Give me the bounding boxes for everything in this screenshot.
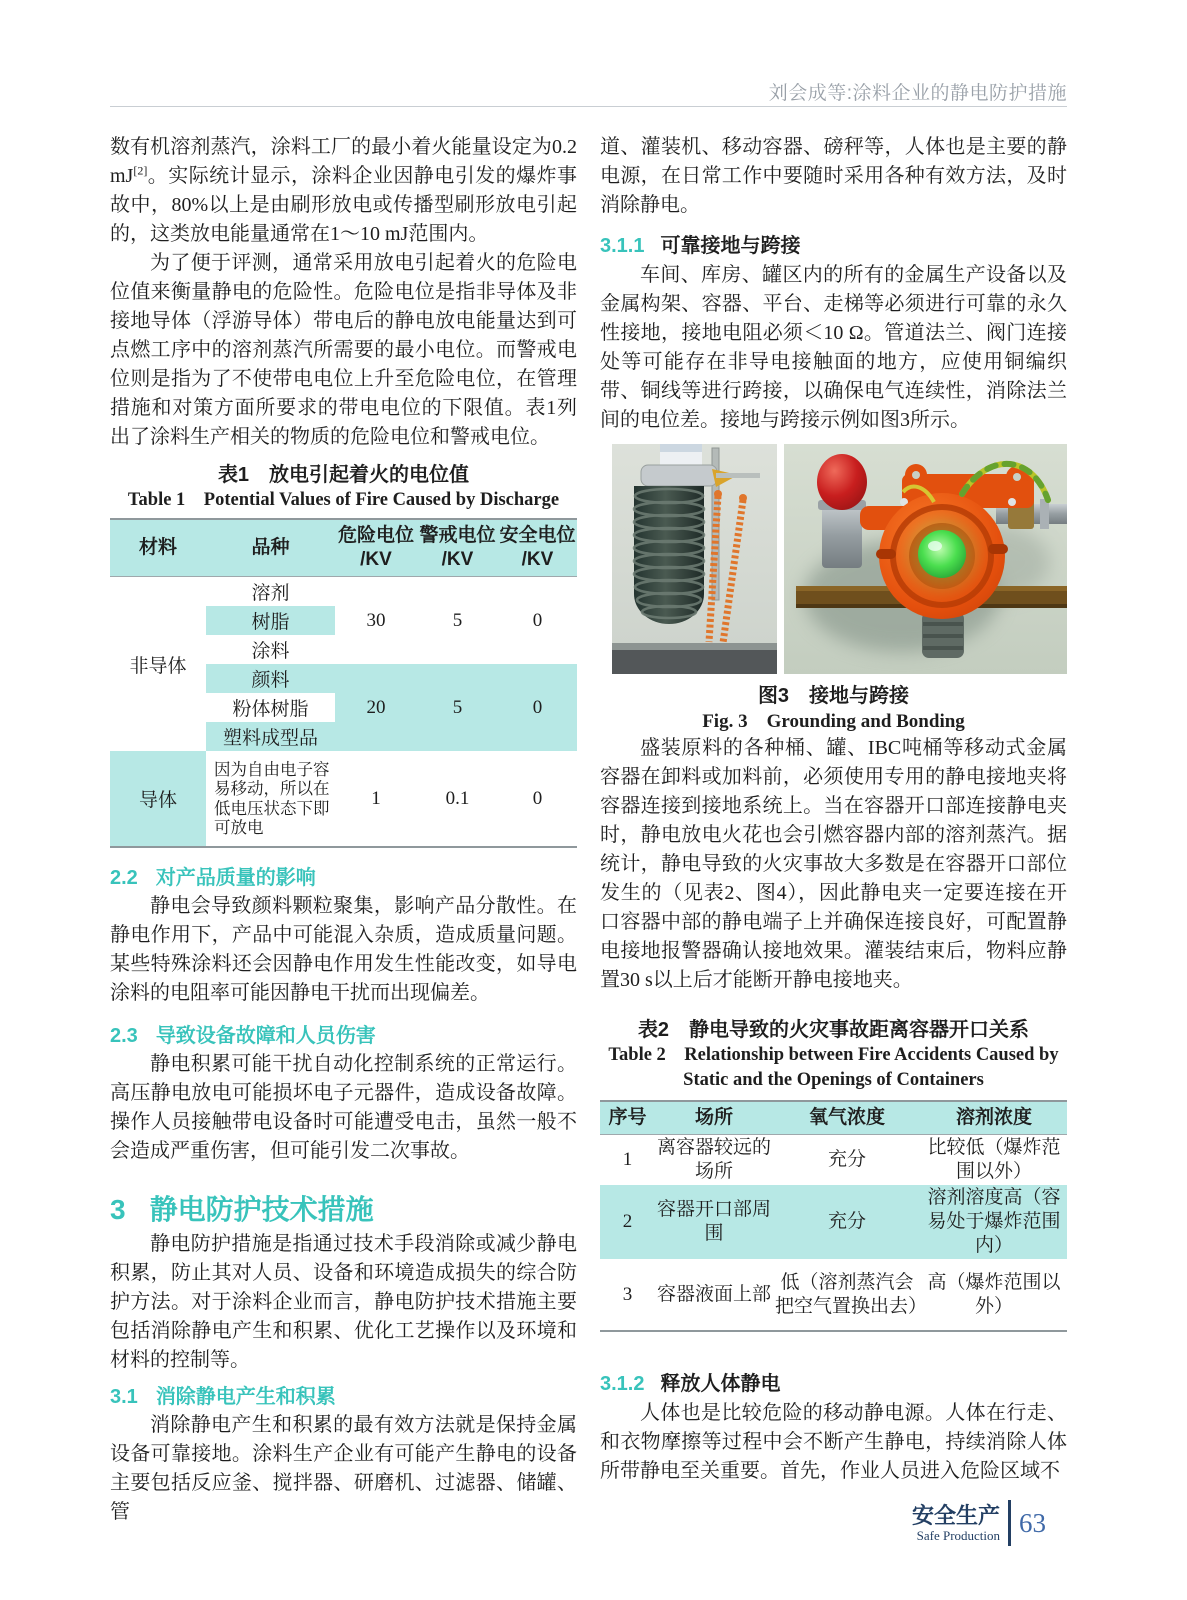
table-cell-no: 3 (622, 1283, 633, 1305)
paragraph: 道、灌装机、移动容器、磅秤等，人体也是主要的静电源，在日常工作中要随时采用各种有效方法，及时消除静电。 (600, 136, 1067, 216)
table2-header-row (600, 1101, 1067, 1135)
table1-header-row (110, 519, 577, 577)
table-cell-value: 0 (532, 609, 543, 631)
table1-header-danger: 危险电位 /KV (335, 519, 417, 577)
table-row (110, 751, 577, 847)
table-cell-place: 离容器较远的场所 (657, 1137, 772, 1182)
figure3-photo-duct-grounding (612, 444, 777, 674)
section-heading-3-1-1: 3.1.1 可靠接地与跨接 (600, 235, 801, 257)
table-cell-material: 导体 (110, 751, 206, 847)
section-heading-3-1-2: 3.1.2 释放人体静电 (600, 1373, 781, 1395)
table-cell-solvent: 溶剂溶度高（容易处于爆炸范围内） (921, 1185, 1067, 1259)
table-row (110, 577, 577, 607)
section-heading-3-1: 3.1 消除静电产生和积累 (110, 1386, 336, 1408)
journal-name-zh: 安全生产 (912, 1502, 1001, 1528)
table-row (600, 1135, 1067, 1186)
table-cell-value: 0 (532, 787, 543, 809)
table-cell-material: 非导体 (129, 655, 187, 677)
section-heading-2-2: 2.2 对产品质量的影响 (110, 867, 316, 889)
duct-photo-illustration (612, 444, 777, 674)
paragraph-text: 数有机溶剂蒸汽，涂料工厂的最小着火能量设定为0.2 mJ (110, 136, 577, 187)
paragraph-text: 。实际统计显示，涂料企业因静电引发的爆炸事故中，80%以上是由刷形放电或传播型刷形放电引起的，这类放电能量通常在1～10 mJ范围内。 (110, 165, 577, 245)
table-cell-value: 5 (417, 664, 498, 751)
table1-title-zh: 表1 放电引起着火的电位值 (217, 464, 470, 486)
section-heading-2-3: 2.3 导致设备故障和人员伤害 (110, 1025, 376, 1047)
chapter-heading-3: 3 静电防护技术措施 (110, 1194, 374, 1225)
table-cell-value: 0.1 (445, 787, 470, 809)
table2-header-solvent: 溶剂浓度 (921, 1101, 1067, 1135)
header-rule (110, 106, 1067, 107)
table-cell-solvent: 高（爆炸范围以外） (927, 1271, 1061, 1317)
left-column (110, 133, 577, 1527)
right-column (600, 133, 1067, 1527)
journal-name-en: Safe Production (916, 1527, 1001, 1543)
paragraph: 车间、库房、罐区内的所有的金属生产设备以及金属构架、容器、平台、走梯等必须进行可靠的永久性接地，接地电阻必须＜10 Ω。管道法兰、阀门连接处等可能存在非导电接触面的地方，应使用铜编织带、铜线等进行跨接，以确保电气连续性，消除法兰间的电位差。接地与跨接示例如图3所示。 (600, 264, 1067, 431)
table-cell-kind: 塑料成型品 (206, 722, 335, 751)
page-number: 63 (1019, 1507, 1047, 1538)
table-cell-solvent: 比较低（爆炸范围以外） (927, 1137, 1061, 1182)
table1-title-en: Table 1 Potential Values of Fire Caused by Discharge (127, 490, 560, 510)
table1-header-warning: 警戒电位 /KV (417, 519, 498, 577)
table1-header-kind: 品种 (206, 519, 335, 577)
table-cell-value: 0 (498, 664, 577, 751)
paragraph: 为了便于评测，通常采用放电引起着火的危险电位值来衡量静电的危险性。危险电位是指非导体及非接地导体（浮游导体）带电后的静电放电能量达到可点燃工序中的溶剂蒸汽所需要的最小电位。而警戒电位则是指为了不使带电电位上升至危险电位，在管理措施和对策方面所要求的带电电位的下限值。表1列出了涂料生产相关的物质的危险电位和警戒电位。 (110, 252, 577, 448)
table-cell-oxygen: 充分 (773, 1185, 921, 1259)
table-row (600, 1259, 1067, 1331)
running-title: 刘会成等:涂料企业的静电防护措施 (768, 83, 1067, 104)
table-cell-no: 2 (600, 1185, 655, 1259)
table2-header-no: 序号 (600, 1101, 655, 1135)
table-cell-place: 容器开口部周围 (655, 1185, 773, 1259)
table2-title-en-line2: Static and the Openings of Containers (683, 1070, 984, 1090)
journal-name (912, 1504, 1000, 1543)
table-cell-oxygen: 低（溶剂蒸汽会把空气置换出去） (775, 1271, 928, 1317)
table-cell-place: 容器液面上部 (657, 1283, 772, 1305)
paragraph: 人体也是比较危险的移动静电源。人体在行走、和衣物摩擦等过程中会不断产生静电，持续消除人体所带静电至关重要。首先，作业人员进入危险区域不 (600, 1402, 1067, 1482)
table-cell-kind: 涂料 (251, 641, 290, 662)
table-cell-description: 因为自由电子容易移动，所以在低电压状态下即可放电 (214, 759, 330, 837)
table2-title-zh: 表2 静电导致的火灾事故距离容器开口关系 (637, 1019, 1030, 1041)
paragraph: 消除静电产生和积累的最有效方法就是保持金属设备可靠接地。涂料生产企业有可能产生静电的设备主要包括反应釜、搅拌器、研磨机、过滤器、储罐、管 (110, 1414, 577, 1523)
table2-header-oxygen: 氧气浓度 (773, 1101, 921, 1135)
citation-superscript: [2] (133, 163, 148, 178)
table-cell-kind: 溶剂 (251, 583, 290, 604)
table2 (600, 1100, 1067, 1332)
figure3 (600, 444, 1067, 674)
figure3-photo-detector-bonding (784, 444, 1067, 674)
table1-header-material: 材料 (110, 519, 206, 577)
table2-title-en-line1: Table 2 Relationship between Fire Accidents Caused by (608, 1045, 1059, 1065)
table-cell-value: 1 (371, 787, 381, 809)
page-footer (912, 1500, 1046, 1546)
paragraph: 盛装原料的各种桶、罐、IBC吨桶等移动式金属容器在卸料或加料前，必须使用专用的静电接地夹将容器连接到接地系统上。当在容器开口部连接静电夹时，静电放电火花也会引燃容器内部的溶剂蒸汽。据统计，静电导致的火灾事故大多数是在容器开口部位发生的（见表2、图4），因此静电夹一定要连接在开口容器中部的静电端子上并确保连接良好，可配置静电接地报警器确认接地效果。灌装结束后，物料应静置30 s以上后才能断开静电接地夹。 (600, 737, 1067, 991)
table1 (110, 518, 577, 848)
table-cell-kind: 粉体树脂 (232, 699, 309, 720)
page-content (110, 133, 1067, 1527)
table-cell-value: 5 (452, 609, 463, 631)
table-cell-kind: 颜料 (206, 664, 335, 693)
figure3-caption-zh: 图3 接地与跨接 (757, 685, 910, 707)
table-cell-value: 30 (366, 609, 386, 631)
table1-header-safe: 安全电位 /KV (498, 519, 577, 577)
paragraph: 静电防护措施是指通过技术手段消除或减少静电积累，防止其对人员、设备和环境造成损失的综合防护方法。对于涂料企业而言，静电防护技术措施主要包括消除静电产生和积累、优化工艺操作以及环境和材料的控制等。 (110, 1233, 577, 1371)
paragraph (110, 133, 577, 249)
table-cell-oxygen: 充分 (827, 1149, 866, 1170)
paragraph: 静电积累可能干扰自动化控制系统的正常运行。高压静电放电可能损坏电子元器件，造成设备故障。操作人员接触带电设备时可能遭受电击，虽然一般不会造成严重伤害，但可能引发二次事故。 (110, 1053, 577, 1162)
detector-photo-illustration (784, 444, 1067, 674)
paragraph: 静电会导致颜料颗粒聚集，影响产品分散性。在静电作用下，产品中可能混入杂质，造成质量问题。某些特殊涂料还会因静电作用发生性能改变，如导电涂料的电阻率可能因静电干扰而出现偏差。 (110, 895, 577, 1004)
table-cell-value: 20 (335, 664, 417, 751)
table-cell-kind: 树脂 (206, 606, 335, 635)
table-cell-no: 1 (622, 1149, 633, 1170)
figure3-caption-en: Fig. 3 Grounding and Bonding (702, 711, 965, 732)
footer-divider (1008, 1500, 1011, 1546)
table-row (600, 1185, 1067, 1259)
table2-header-place: 场所 (655, 1101, 773, 1135)
